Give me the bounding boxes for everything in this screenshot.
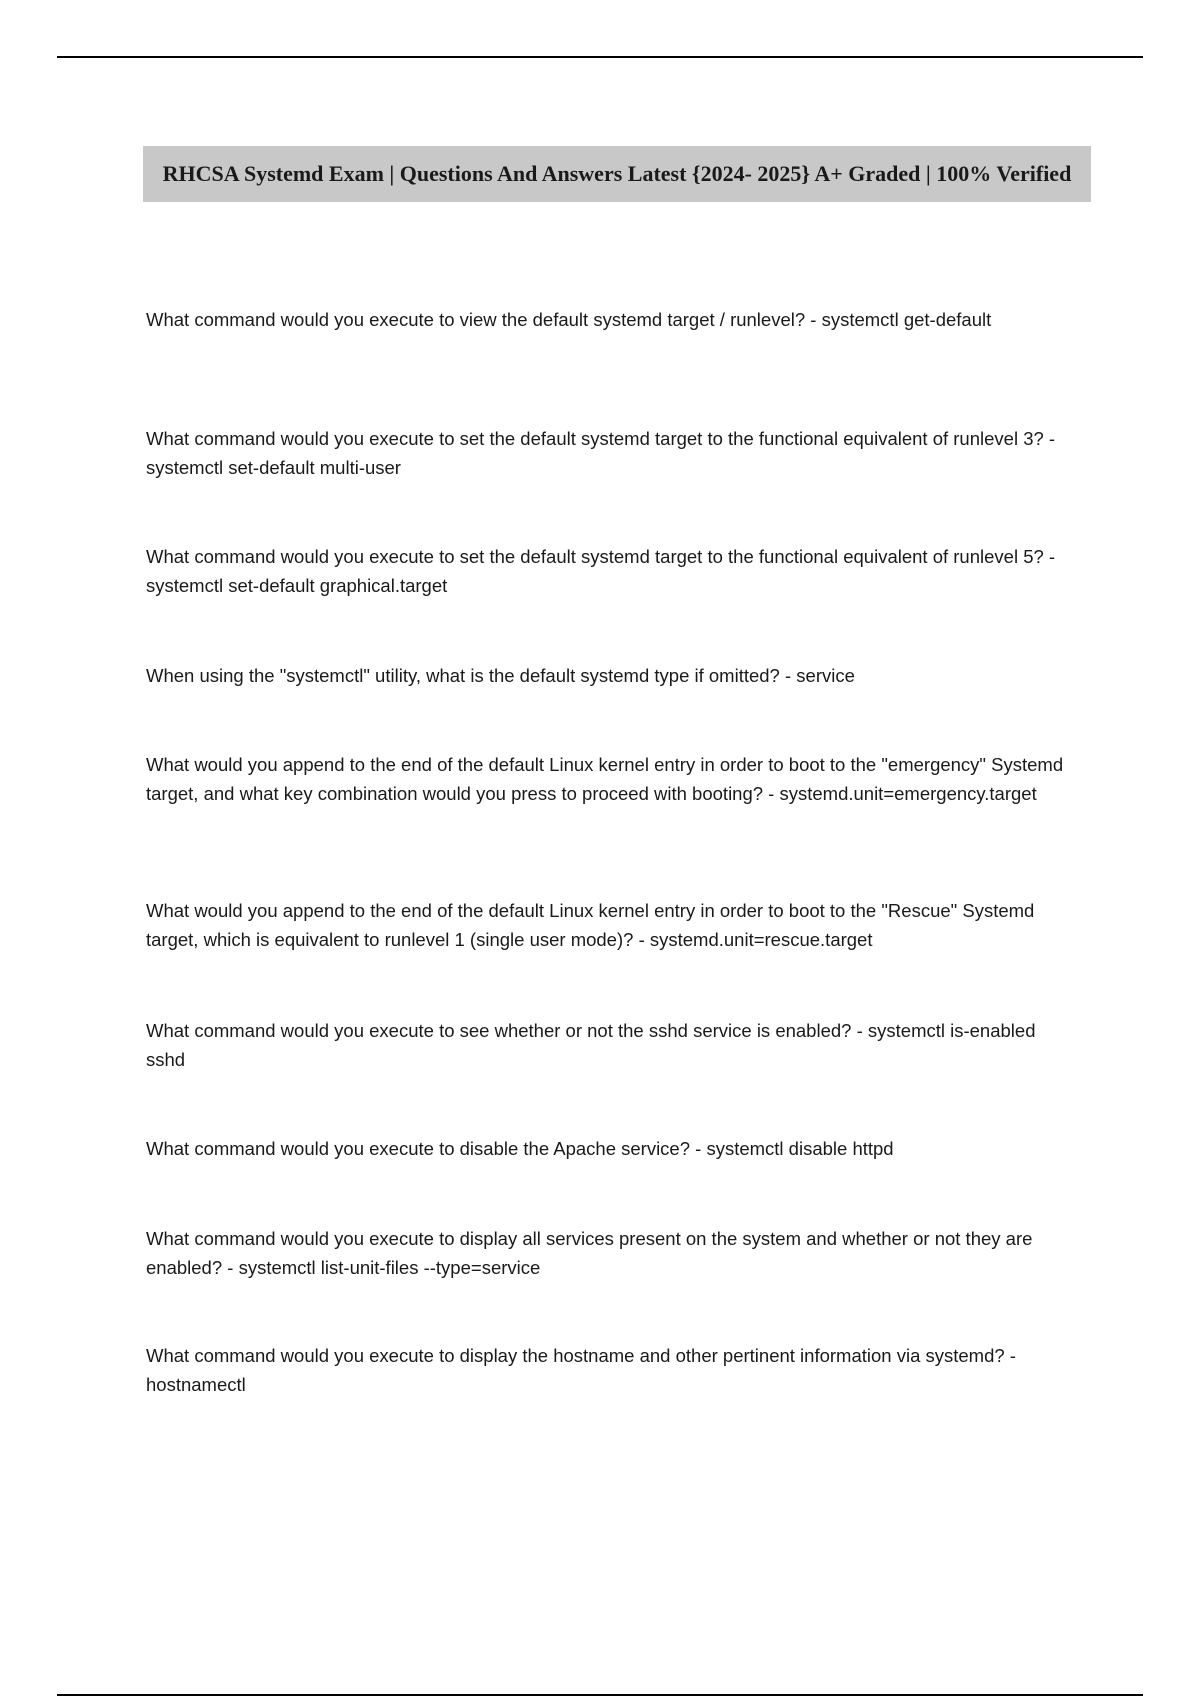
qa-item-10: What command would you execute to display the hostname and other pertinent information via systemd? - hostnamectl — [146, 1345, 1016, 1395]
qa-item-2: What command would you execute to set the default systemd target to the functional equivalent of runlevel 3? - systemctl set-default multi-user — [146, 428, 1056, 478]
qa-item-1: What command would you execute to view the default systemd target / runlevel? - systemctl get-default — [146, 309, 992, 330]
qa-item-6: What would you append to the end of the default Linux kernel entry in order to boot to the "Rescue" Systemd target, which is equivalent to runlevel 1 (single user mode)? - systemd.unit=rescue.target — [146, 900, 1035, 950]
qa-item-5: What would you append to the end of the default Linux kernel entry in order to boot to the "emergency" Systemd target, and what key combination would you press to proceed with booting? - systemd.unit=emergency.target — [146, 754, 1064, 804]
qa-item-7: What command would you execute to see whether or not the sshd service is enabled? - systemctl is-enabled sshd — [146, 1020, 1036, 1070]
qa-item-9: What command would you execute to display all services present on the system and whether or not they are enabled? - systemctl list-unit-files --type=service — [146, 1228, 1033, 1278]
header-rule — [57, 56, 1143, 58]
qa-item-8: What command would you execute to disable the Apache service? - systemctl disable httpd — [146, 1138, 894, 1159]
document-title: RHCSA Systemd Exam | Questions And Answers Latest {2024- 2025} A+ Graded | 100% Verified — [143, 146, 1091, 202]
qa-item-3: What command would you execute to set the default systemd target to the functional equivalent of runlevel 5? - systemctl set-default graphical.target — [146, 546, 1056, 596]
qa-item-4: When using the "systemctl" utility, what is the default systemd type if omitted? - service — [146, 665, 855, 686]
footer-rule — [57, 1694, 1143, 1696]
